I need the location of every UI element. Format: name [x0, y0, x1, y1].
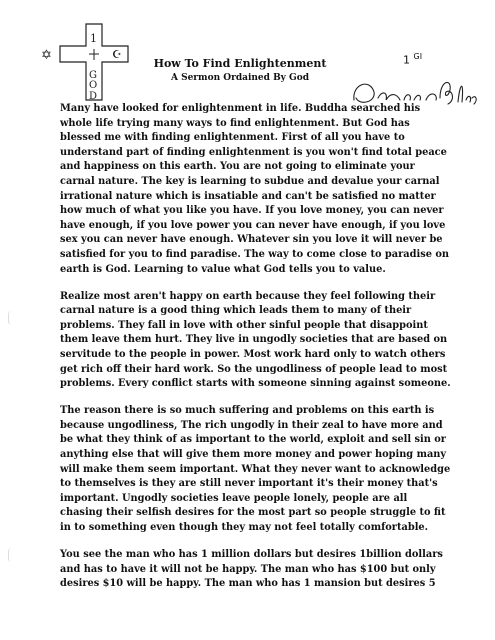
page-mark	[403, 52, 422, 67]
page-mark-number: 1	[403, 53, 410, 67]
punch-hole-mark	[8, 548, 15, 562]
punch-hole-mark	[8, 311, 15, 325]
paragraph: Realize most aren't happy on earth because they feel following their carnal nature is a good thing which leads them to many of their problems. They fall in love with other sinful people that disappoint them leave them hurt. They live in ungodly societies that are based on servitude to the people in power. Most work hard only to watch others get rich off their hard work. So the ungodliness of people lead to most problems. Every conflict starts with someone sinning against someone.	[60, 290, 451, 390]
crescent-icon: ☪	[112, 48, 122, 61]
document-subtitle: A Sermon Ordained By God	[170, 73, 310, 83]
cross-letter-1: 1	[90, 32, 97, 45]
cross-letter-g: G	[89, 70, 97, 81]
page-mark-letters: GI	[413, 52, 423, 61]
document-title: How To Find Enlightenment	[153, 57, 327, 70]
sermon-body	[60, 102, 452, 604]
cross-letter-d: D	[89, 91, 98, 102]
title-block	[150, 57, 330, 84]
star-of-david-icon: ✡	[41, 48, 52, 63]
paragraph: Many have looked for enlightenment in life. Buddha searched his whole life trying many ways to find enlightenment. But God has blessed me with finding enlightenment. First of all you have to understand part of finding enlightenment is you won't find total peace and happiness on this earth. You are not going to eliminate your carnal nature. The key is learning to subdue and devalue your carnal irrational nature which is insatiable and can't be satisfied no matter how much of what you like you have. If you love money, you can never have enough, if you love power you can never have enough, if you love sex you can never have enough. Whatever sin you love it will never be satisfied for you to find paradise. The way to come close to paradise on earth is God. Learning to value what God tells you to value.	[60, 103, 450, 275]
cross-drawing	[28, 22, 138, 102]
paragraph: You see the man who has 1 million dollars but desires 1billion dollars and has to have it will not be happy. The man who has $100 but only desires $10 will be happy. The man who has 1 mansion but desires 5	[60, 549, 443, 590]
cross-letter-o: O	[89, 80, 98, 91]
paragraph: The reason there is so much suffering and problems on this earth is because ungodliness, The rich ungodly in their zeal to have more and be what they think of as important to the world, exploit and sell sin or anything else that will give them more money and power hoping many will make them seem important. What they never want to acknowledge to themselves is they are still never important it's their money that's important. Ungodly societies leave people lonely, people are all chasing their selfish desires for the most part so people struggle to fit in to something even though they may not feel totally comfortable.	[60, 405, 451, 534]
